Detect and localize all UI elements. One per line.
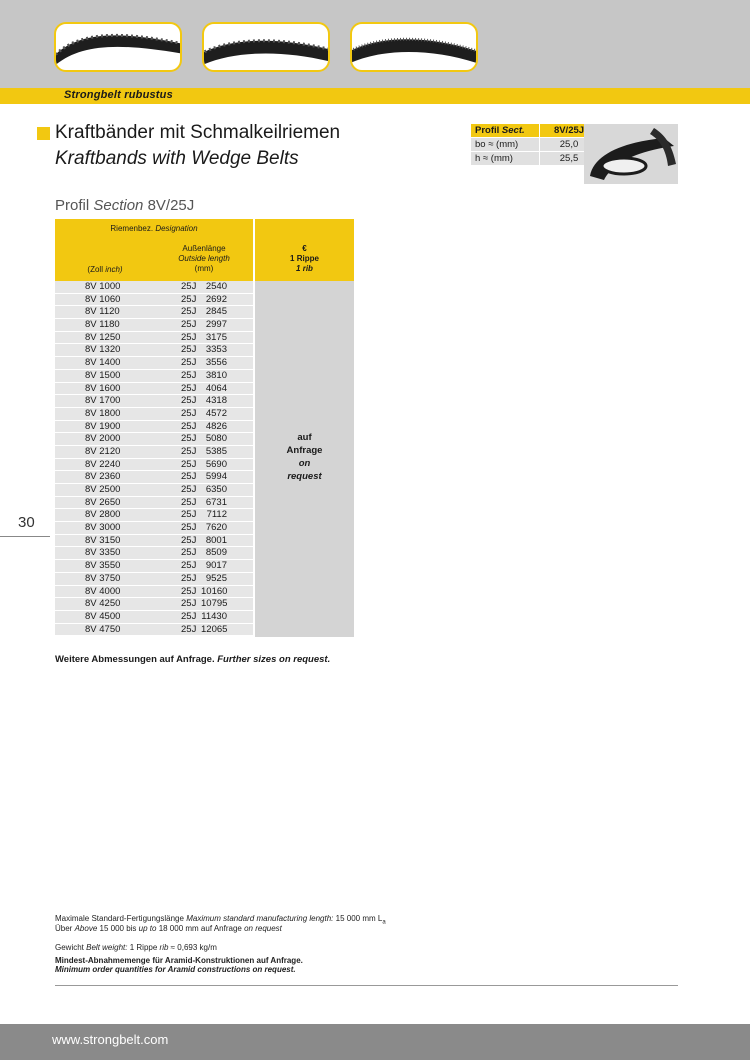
designation-prefix: 25J bbox=[181, 471, 197, 483]
designation-inch: 8V 1800 bbox=[85, 407, 121, 419]
outside-length: 9017 bbox=[205, 560, 227, 572]
designation-inch: 8V 2800 bbox=[85, 509, 121, 521]
designation-prefix: 25J bbox=[181, 407, 197, 419]
table-row bbox=[55, 624, 253, 637]
outside-length: 8001 bbox=[205, 534, 227, 546]
outside-length: 4572 bbox=[205, 407, 227, 419]
designation-prefix: 25J bbox=[181, 306, 197, 318]
brand-name: Strongbelt rubustus bbox=[64, 89, 173, 101]
designation-inch: 8V 3350 bbox=[85, 547, 121, 559]
designation-prefix: 25J bbox=[181, 395, 197, 407]
length-header: Außenlänge Outside length (mm) bbox=[178, 244, 230, 273]
table-row bbox=[55, 306, 253, 319]
table-row bbox=[55, 471, 253, 484]
belt-image-2 bbox=[202, 22, 330, 72]
outside-length: 2997 bbox=[205, 319, 227, 331]
designation-prefix: 25J bbox=[181, 331, 197, 343]
page-number: 30 bbox=[18, 514, 35, 531]
designation-prefix: 25J bbox=[181, 445, 197, 457]
footnote-min-order-en: Minimum order quantities for Aramid constructions on request. bbox=[55, 965, 296, 974]
outside-length: 4318 bbox=[205, 395, 227, 407]
designation-inch: 8V 3000 bbox=[85, 522, 121, 534]
outside-length: 2540 bbox=[205, 281, 227, 292]
spec-label: h ≈ (mm) bbox=[471, 152, 540, 166]
outside-length: 5690 bbox=[205, 458, 227, 470]
table-row bbox=[55, 598, 253, 611]
footnote-min-order-de: Mindest-Abnahmemenge für Aramid-Konstruktionen auf Anfrage. bbox=[55, 956, 303, 965]
designation-inch: 8V 1250 bbox=[85, 331, 121, 343]
designation-prefix: 25J bbox=[181, 369, 197, 381]
spec-header-value: 8V/25J bbox=[540, 124, 599, 138]
spec-row bbox=[471, 138, 598, 152]
page-number-rule bbox=[0, 536, 50, 537]
spec-value: 25,0 bbox=[540, 138, 599, 152]
outside-length: 10795 bbox=[201, 598, 228, 610]
spec-label: bo ≈ (mm) bbox=[471, 138, 540, 152]
outside-length: 4064 bbox=[205, 382, 227, 394]
designation-inch: 8V 2120 bbox=[85, 445, 121, 457]
belt-image-3 bbox=[350, 22, 478, 72]
designation-prefix: 25J bbox=[181, 293, 197, 305]
designation-prefix: 25J bbox=[181, 585, 197, 597]
spec-header-label: Profil Sect. bbox=[471, 124, 540, 138]
designation-inch: 8V 1180 bbox=[85, 319, 120, 331]
footnote-weight: Gewicht Belt weight: 1 Rippe rib ≈ 0,693 kg/m bbox=[55, 943, 217, 952]
outside-length: 8509 bbox=[205, 547, 227, 559]
designation-inch: 8V 1060 bbox=[85, 293, 121, 305]
outside-length: 7620 bbox=[205, 522, 227, 534]
table-row bbox=[55, 294, 253, 307]
title-marker bbox=[37, 127, 50, 140]
table-row bbox=[55, 408, 253, 421]
designation-prefix: 25J bbox=[181, 433, 197, 445]
page-title-en: Kraftbands with Wedge Belts bbox=[55, 148, 299, 169]
designation-inch: 8V 2650 bbox=[85, 496, 121, 508]
price-column bbox=[255, 281, 354, 637]
designation-inch: 8V 1000 bbox=[85, 281, 121, 292]
designation-inch: 8V 4750 bbox=[85, 623, 121, 635]
outside-length: 11430 bbox=[201, 610, 227, 622]
outside-length: 2692 bbox=[205, 293, 227, 305]
table-row bbox=[55, 433, 253, 446]
designation-prefix: 25J bbox=[181, 547, 197, 559]
outside-length: 3810 bbox=[205, 369, 227, 381]
table-row bbox=[55, 509, 253, 522]
designation-prefix: 25J bbox=[181, 344, 197, 356]
designation-inch: 8V 2240 bbox=[85, 458, 121, 470]
outside-length: 3175 bbox=[205, 331, 227, 343]
designation-inch: 8V 4500 bbox=[85, 610, 121, 622]
designation-prefix: 25J bbox=[181, 319, 197, 331]
outside-length: 10160 bbox=[201, 585, 228, 597]
designation-prefix: 25J bbox=[181, 560, 197, 572]
table-row bbox=[55, 535, 253, 548]
designation-prefix: 25J bbox=[181, 610, 197, 622]
further-sizes-note: Weitere Abmessungen auf Anfrage. Further sizes on request. bbox=[55, 654, 331, 665]
page-title-de: Kraftbänder mit Schmalkeilriemen bbox=[55, 122, 341, 143]
table-row bbox=[55, 421, 253, 434]
designation-inch: 8V 1120 bbox=[85, 306, 120, 318]
designation-inch: 8V 1500 bbox=[85, 369, 121, 381]
outside-length: 5080 bbox=[205, 433, 227, 445]
inch-header: (Zoll inch) bbox=[87, 265, 123, 274]
designation-prefix: 25J bbox=[181, 357, 197, 369]
table-row bbox=[55, 370, 253, 383]
outside-length: 12065 bbox=[201, 623, 228, 635]
table-row bbox=[55, 459, 253, 472]
footnote-max-length: Maximale Standard-Fertigungslänge Maximum standard manufacturing length: 15 000 mm $L_a$ bbox=[55, 914, 386, 926]
spec-row bbox=[471, 152, 598, 166]
designation-inch: 8V 1700 bbox=[85, 395, 121, 407]
designation-inch: 8V 4250 bbox=[85, 598, 121, 610]
footnote-above: Über Above 15 000 bis up to 18 000 mm auf Anfrage on request bbox=[55, 924, 282, 933]
designation-prefix: 25J bbox=[181, 484, 197, 495]
spec-value: 25,5 bbox=[540, 152, 599, 166]
designation-inch: 8V 1400 bbox=[85, 357, 121, 369]
table-row bbox=[55, 547, 253, 560]
designation-prefix: 25J bbox=[181, 534, 197, 546]
table-header bbox=[55, 219, 354, 281]
designation-prefix: 25J bbox=[181, 281, 197, 292]
table-row bbox=[55, 560, 253, 573]
table-rows bbox=[55, 281, 253, 636]
designation-prefix: 25J bbox=[181, 496, 197, 508]
designation-inch: 8V 3550 bbox=[85, 560, 121, 572]
designation-prefix: 25J bbox=[181, 458, 197, 470]
table-row bbox=[55, 586, 253, 599]
designation-prefix: 25J bbox=[181, 572, 197, 584]
designation-header: Riemenbez. Designation bbox=[110, 224, 198, 233]
designation-prefix: 25J bbox=[181, 509, 197, 521]
table-row bbox=[55, 332, 253, 345]
outside-length: 4826 bbox=[205, 420, 227, 432]
table-row bbox=[55, 573, 253, 586]
outside-length: 5994 bbox=[205, 471, 227, 483]
designation-inch: 8V 2360 bbox=[85, 471, 121, 483]
outside-length: 5385 bbox=[205, 445, 227, 457]
table-row bbox=[55, 446, 253, 459]
table-row bbox=[55, 357, 253, 370]
profile-heading: Profil Section 8V/25J bbox=[55, 197, 195, 214]
belt-section-image bbox=[584, 124, 678, 184]
designation-inch: 8V 3750 bbox=[85, 572, 121, 584]
designation-prefix: 25J bbox=[181, 522, 197, 534]
outside-length: 3353 bbox=[205, 344, 227, 356]
table-row bbox=[55, 484, 253, 497]
outside-length: 7112 bbox=[206, 509, 227, 521]
belt-image-1 bbox=[54, 22, 182, 72]
designation-prefix: 25J bbox=[181, 420, 197, 432]
designation-inch: 8V 1600 bbox=[85, 382, 121, 394]
table-row bbox=[55, 319, 253, 332]
bottom-rule bbox=[55, 985, 678, 986]
price-on-request: auf Anfrage on request bbox=[286, 432, 323, 482]
designation-inch: 8V 2000 bbox=[85, 433, 121, 445]
table-row bbox=[55, 281, 253, 294]
designation-inch: 8V 4000 bbox=[85, 585, 121, 597]
table-row bbox=[55, 611, 253, 624]
section-spec-table bbox=[471, 124, 598, 165]
designation-inch: 8V 3150 bbox=[85, 534, 121, 546]
table-row bbox=[55, 497, 253, 510]
website-link[interactable]: www.strongbelt.com bbox=[52, 1032, 169, 1047]
table-row bbox=[55, 522, 253, 535]
table-row bbox=[55, 383, 253, 396]
outside-length: 3556 bbox=[205, 357, 227, 369]
outside-length: 9525 bbox=[205, 572, 227, 584]
spec-header-row bbox=[471, 124, 598, 138]
dimensions-table bbox=[55, 219, 354, 637]
designation-prefix: 25J bbox=[181, 382, 197, 394]
outside-length: 2845 bbox=[205, 306, 227, 318]
table-row bbox=[55, 395, 253, 408]
table-row bbox=[55, 344, 253, 357]
designation-prefix: 25J bbox=[181, 598, 197, 610]
price-header: € 1 Rippe 1 rib bbox=[290, 244, 319, 273]
designation-prefix: 25J bbox=[181, 623, 197, 635]
table-body bbox=[55, 281, 354, 637]
designation-inch: 8V 1320 bbox=[85, 344, 121, 356]
outside-length: 6350 bbox=[205, 484, 227, 495]
designation-inch: 8V 1900 bbox=[85, 420, 121, 432]
outside-length: 6731 bbox=[205, 496, 227, 508]
designation-inch: 8V 2500 bbox=[85, 484, 121, 495]
